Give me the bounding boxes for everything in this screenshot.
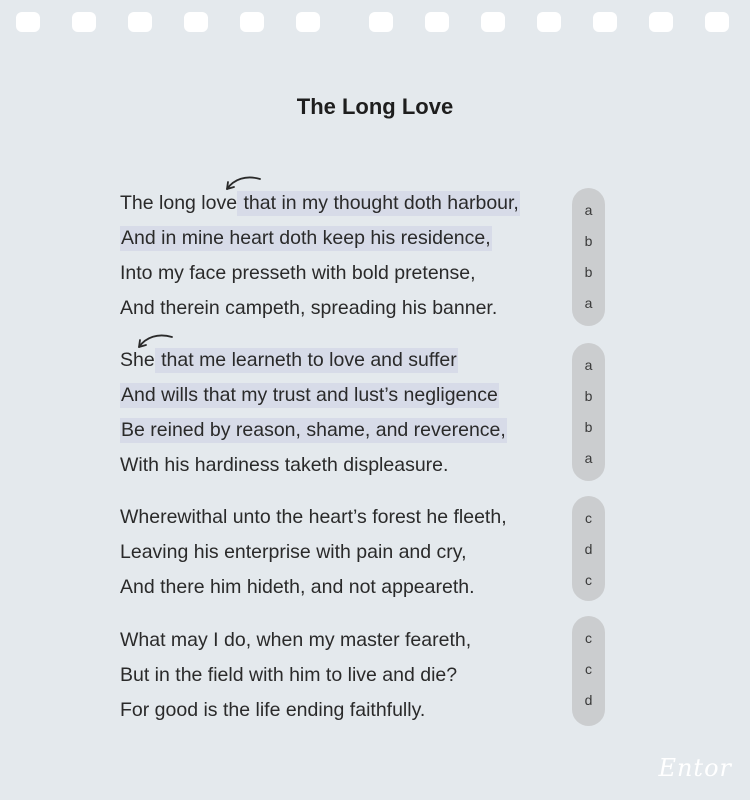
poem-line [120,293,550,328]
spiral-hole [296,12,320,32]
line-text: What may I do, when my master feareth, [120,629,472,651]
rhyme-letter: c [585,661,592,677]
spiral-hole [593,12,617,32]
rhyme-letter: a [584,202,593,218]
poem-line [120,380,550,415]
line-text: For good is the life ending faithfully. [120,699,426,721]
poem-line [120,572,550,607]
rhyme-letter: b [584,233,593,249]
stanza-3 [120,502,550,607]
rhyme-scheme-pill [572,616,605,726]
stanza-4 [120,625,550,730]
line-text: But in the field with him to live and die? [120,664,458,686]
rhyme-scheme-pill [572,188,605,326]
spiral-binding [0,12,750,32]
poem-line [120,345,550,380]
rhyme-letter: b [584,388,593,404]
rhyme-letter: b [584,264,593,280]
spiral-hole [425,12,449,32]
line-text: Into my face presseth with bold pretense, [120,262,476,284]
stanza-1 [120,188,550,328]
line-text: The long love [120,192,238,214]
entor-logo: Entor [658,754,732,782]
line-text: With his hardiness taketh displeasure. [120,454,449,476]
stanza-2 [120,345,550,485]
rhyme-letter: a [584,357,593,373]
poem-line [120,188,550,223]
line-text: Leaving his enterprise with pain and cry, [120,541,467,563]
poem-line [120,450,550,485]
rhyme-scheme-pill [572,343,605,481]
poem-line [120,415,550,450]
rhyme-letter: a [584,450,593,466]
rhyme-letter: b [584,419,593,435]
rhyme-letter: c [585,572,592,588]
spiral-hole [369,12,393,32]
poem-line [120,537,550,572]
spiral-hole [649,12,673,32]
highlighted-text: And in mine heart doth keep his residence, [121,227,491,249]
line-text: And therein campeth, spreading his banner. [120,297,498,319]
spiral-hole [481,12,505,32]
spiral-hole [184,12,208,32]
spiral-hole [16,12,40,32]
rhyme-letter: c [585,630,592,646]
poem-line [120,502,550,537]
rhyme-letter: c [585,510,592,526]
line-text: Wherewithal unto the heart’s forest he fleeth, [120,506,507,528]
spiral-hole [128,12,152,32]
highlighted-text: Be reined by reason, shame, and reverence, [121,419,506,441]
spiral-hole [705,12,729,32]
poem-line [120,695,550,730]
poem-line [120,258,550,293]
highlighted-text: that me learneth to love and suffer [155,349,457,371]
spiral-hole [72,12,96,32]
rhyme-scheme-pill [572,496,605,601]
rhyme-letter: d [584,692,593,708]
line-text: And there him hideth, and not appeareth. [120,576,475,598]
poem-line [120,625,550,660]
poem-title: The Long Love [296,94,454,119]
line-text: She [120,349,155,371]
rhyme-letter: d [584,541,593,557]
poem-line [120,660,550,695]
spiral-hole [240,12,264,32]
poem-line [120,223,550,258]
spiral-hole [537,12,561,32]
rhyme-letter: a [584,295,593,311]
highlighted-text: that in my thought doth harbour, [238,192,519,214]
highlighted-text: And wills that my trust and lust’s negligence [121,384,498,406]
